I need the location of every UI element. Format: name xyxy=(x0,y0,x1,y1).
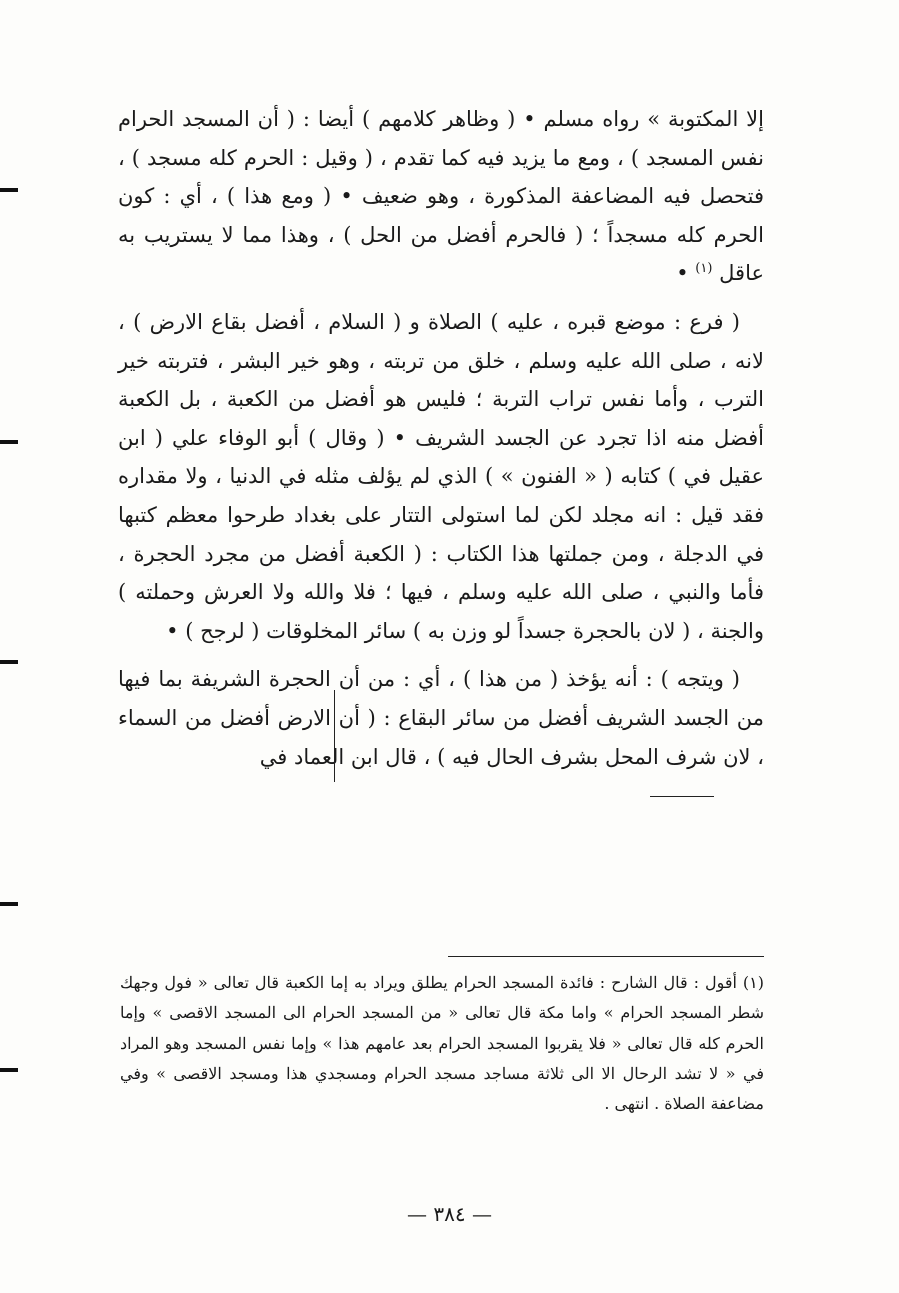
page-body xyxy=(118,100,764,786)
page-number: — ٣٨٤ — xyxy=(407,1202,492,1226)
paragraph-2: ( فرع : موضع قبره ، عليه ) الصلاة و ( السلام ، أفضل بقاع الارض ) ، لانه ، صلى الله عليه وسلم ، خلق من تربته ، وهو خير البشر ، فتربته خير الترب ، وأما نفس تراب التربة ؛ فليس هو أفضل من الكعبة ، بل الكعبة أفضل منه اذا تجرد عن الجسد الشريف • ( وقال ) أبو الوفاء علي ( ابن عقيل في ) كتابه ( « الفنون » ) الذي لم يؤلف مثله في الدنيا ، ولا مقداره فقد قيل : انه مجلد لكن لما استولى التتار على بغداد طرحوا معظم كتبها في الدجلة ، ومن جملتها هذا الكتاب : ( الكعبة أفضل من مجرد الحجرة ، فأما والنبي ، صلى الله عليه وسلم ، فيها ؛ فلا والله ولا العرش وحملته ) والجنة ، ( لان بالحجرة جسداً لو وزن به ) سائر المخلوقات ( لرجح ) • xyxy=(118,309,764,643)
paragraph-1-text: إلا المكتوبة » رواه مسلم • ( وظاهر كلامهم ) أيضا : ( أن المسجد الحرام نفس المسجد ) ، ومع ما يزيد فيه كما تقدم ، ( وقيل : الحرم كله مسجد ) ، فتحصل فيه المضاعفة المذكورة ، وهو ضعيف • ( ومع هذا ) ، أي : كون الحرم كله مسجداً ؛ ( فالحرم أفضل من الحل ) ، وهذا مما لا يستريب به عاقل xyxy=(118,107,764,286)
main-text xyxy=(118,100,764,776)
margin-vertical-rule xyxy=(334,690,335,782)
footnote-reference: (١) xyxy=(695,261,713,277)
paragraph-3: ( ويتجه ) : أنه يؤخذ ( من هذا ) ، أي : من أن الحجرة الشريفة بما فيها من الجسد الشريف أفضل من سائر البقاع : ( أن الارض أفضل من السماء ، لان شرف المحل بشرف الحال فيه ) ، قال ابن العماد في xyxy=(118,667,764,769)
edge-mark xyxy=(0,440,18,444)
edge-mark xyxy=(0,188,18,192)
footnote-separator xyxy=(448,956,764,957)
edge-mark xyxy=(0,1068,18,1072)
edge-mark xyxy=(0,902,18,906)
edge-mark xyxy=(0,660,18,664)
footnote: (١) أقول : قال الشارح : فائدة المسجد الحرام يطلق ويراد به إما الكعبة قال تعالى « فول وجهك شطر المسجد الحرام » واما مكة قال تعالى « من المسجد الحرام الى المسجد الاقصى » وإما الحرم كله قال تعالى « فلا يقربوا المسجد الحرام بعد عامهم هذا » وإما نفس المسجد وهو المراد في « لا تشد الرحال الا الى ثلاثة مساجد مسجد الحرام ومسجدي هذا ومسجد الاقصى » وفي مضاعفة الصلاة . انتهى . xyxy=(120,973,764,1114)
paragraph-1: إلا المكتوبة » رواه مسلم • ( وظاهر كلامهم ) أيضا : ( أن المسجد الحرام نفس المسجد ) ، ومع ما يزيد فيه كما تقدم ، ( وقيل : الحرم كله مسجد ) ، فتحصل فيه المضاعفة المذكورة ، وهو ضعيف • ( ومع هذا ) ، أي : كون الحرم كله مسجداً ؛ ( فالحرم أفضل من الحل ) ، وهذا مما لا يستريب به عاقل $^{(١)}$ • xyxy=(118,107,764,286)
section-divider xyxy=(650,796,714,797)
